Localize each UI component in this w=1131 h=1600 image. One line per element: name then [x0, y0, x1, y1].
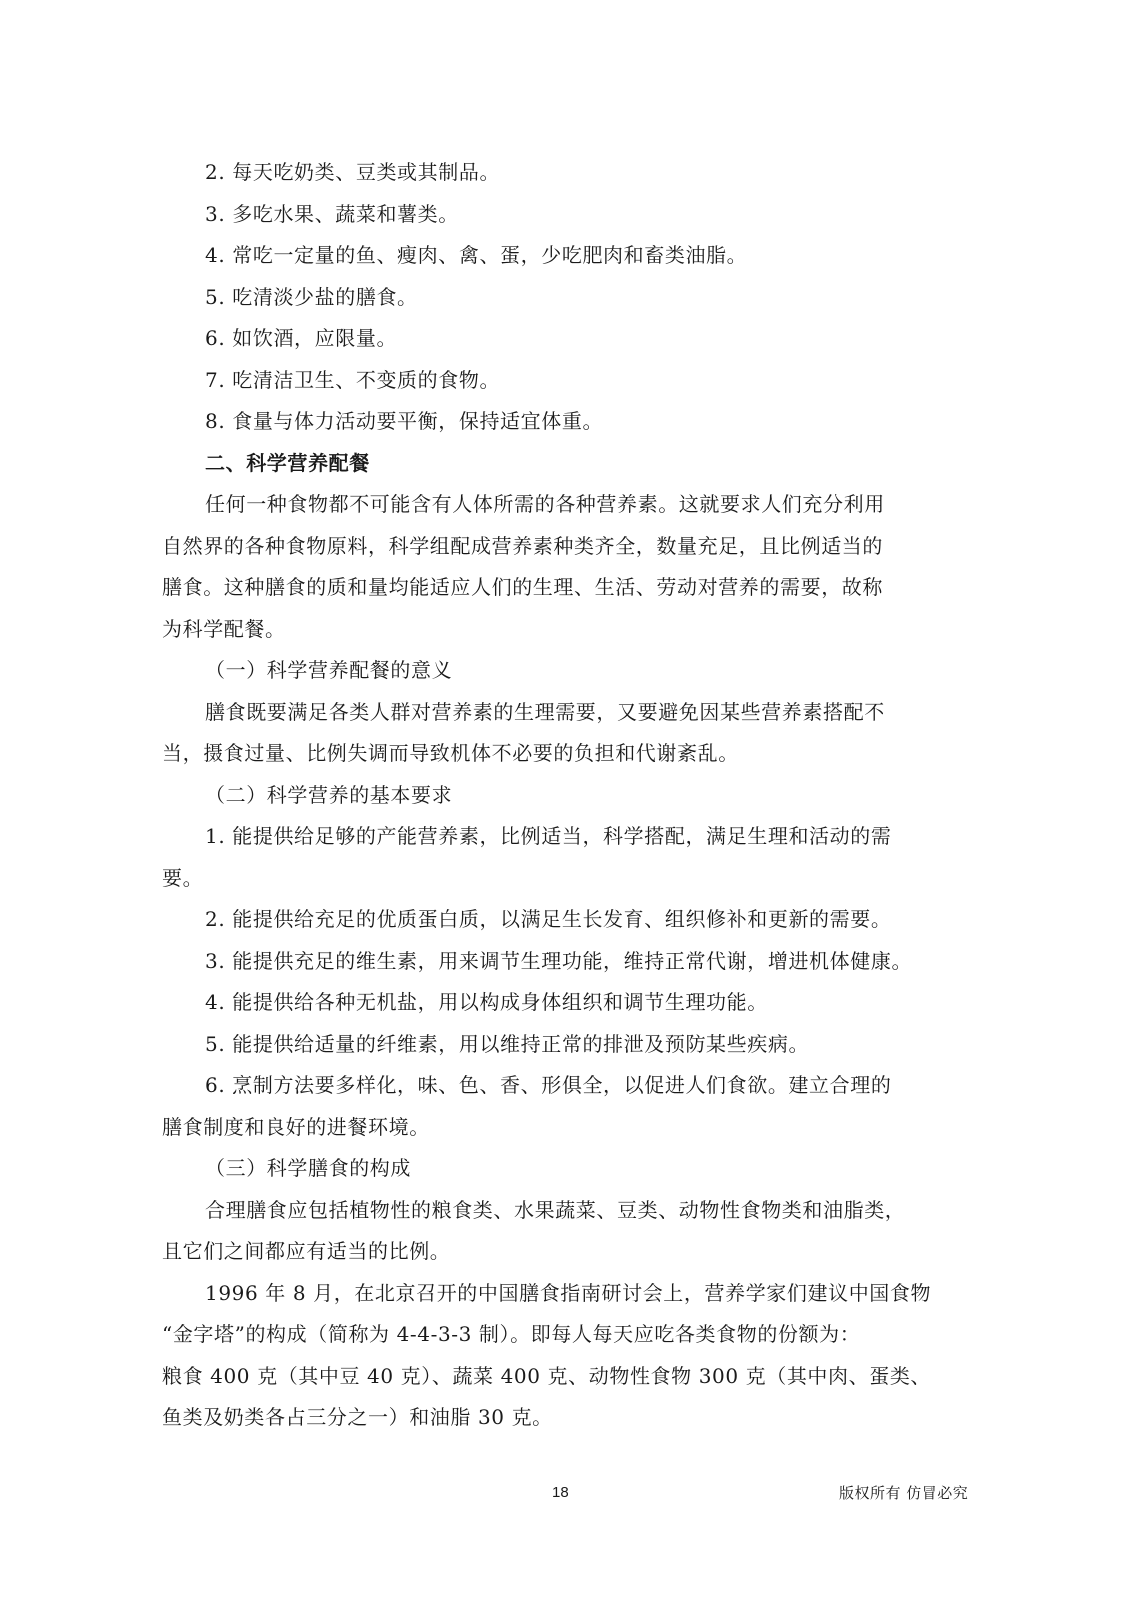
list-item: 2. 能提供给充足的优质蛋白质，以满足生长发育、组织修补和更新的需要。	[205, 907, 892, 931]
list-item-continuation: 膳食制度和良好的进餐环境。	[162, 1114, 430, 1139]
paragraph-line: 当，摄食过量、比例失调而导致机体不必要的负担和代谢紊乱。	[162, 741, 739, 765]
list-item: 4. 能提供给各种无机盐，用以构成身体组织和调节生理功能。	[205, 990, 768, 1014]
list-item: 3. 能提供充足的维生素，用来调节生理功能，维持正常代谢，增进机体健康。	[205, 948, 913, 973]
paragraph-line: 1996 年 8 月，在北京召开的中国膳食指南研讨会上，营养学家们建议中国食物	[205, 1280, 932, 1305]
subsection-heading: （三）科学膳食的构成	[205, 1156, 411, 1180]
list-item: 2. 每天吃奶类、豆类或其制品。	[205, 160, 501, 184]
paragraph-line: 膳食。这种膳食的质和量均能适应人们的生理、生活、劳动对营养的需要，故称	[162, 575, 883, 599]
subsection-heading: （二）科学营养的基本要求	[205, 782, 453, 807]
page-number: 18	[552, 1484, 569, 1501]
paragraph-line: 且它们之间都应有适当的比例。	[162, 1239, 451, 1263]
list-item: 8. 食量与体力活动要平衡，保持适宜体重。	[205, 409, 604, 433]
subsection-heading: （一）科学营养配餐的意义	[205, 658, 453, 682]
list-item: 5. 能提供给适量的纤维素，用以维持正常的排泄及预防某些疾病。	[205, 1031, 810, 1056]
paragraph-line: “金字塔”的构成（简称为 4-4-3-3 制）。即每人每天应吃各类食物的份额为：	[162, 1322, 861, 1346]
copyright-notice: 版权所有 仿冒必究	[839, 1484, 969, 1502]
paragraph-line: 为科学配餐。	[162, 616, 286, 641]
list-item: 7. 吃清洁卫生、不变质的食物。	[205, 367, 501, 392]
paragraph-line: 自然界的各种食物原料，科学组配成营养素种类齐全，数量充足，且比例适当的	[162, 533, 883, 558]
section-heading: 二、科学营养配餐	[205, 450, 370, 475]
paragraph-line: 合理膳食应包括植物性的粮食类、水果蔬菜、豆类、动物性食物类和油脂类，	[205, 1197, 906, 1222]
list-item: 5. 吃清淡少盐的膳食。	[205, 284, 418, 309]
list-item: 3. 多吃水果、蔬菜和薯类。	[205, 201, 459, 226]
list-item: 1. 能提供给足够的产能营养素，比例适当，科学搭配，满足生理和活动的需	[205, 824, 892, 848]
list-item-continuation: 要。	[162, 865, 204, 890]
list-item: 6. 如饮酒，应限量。	[205, 326, 398, 350]
paragraph-line: 任何一种食物都不可能含有人体所需的各种营养素。这就要求人们充分利用	[205, 492, 885, 516]
list-item: 6. 烹制方法要多样化，味、色、香、形俱全，以促进人们食欲。建立合理的	[205, 1073, 892, 1097]
list-item: 4. 常吃一定量的鱼、瘦肉、禽、蛋，少吃肥肉和畜类油脂。	[205, 243, 748, 267]
paragraph-line: 膳食既要满足各类人群对营养素的生理需要，又要避免因某些营养素搭配不	[205, 699, 885, 724]
paragraph-line: 粮食 400 克（其中豆 40 克）、蔬菜 400 克、动物性食物 300 克（其中肉、蛋类、	[162, 1363, 932, 1388]
paragraph-line: 鱼类及奶类各占三分之一）和油脂 30 克。	[162, 1405, 553, 1429]
body-text	[162, 152, 962, 1439]
